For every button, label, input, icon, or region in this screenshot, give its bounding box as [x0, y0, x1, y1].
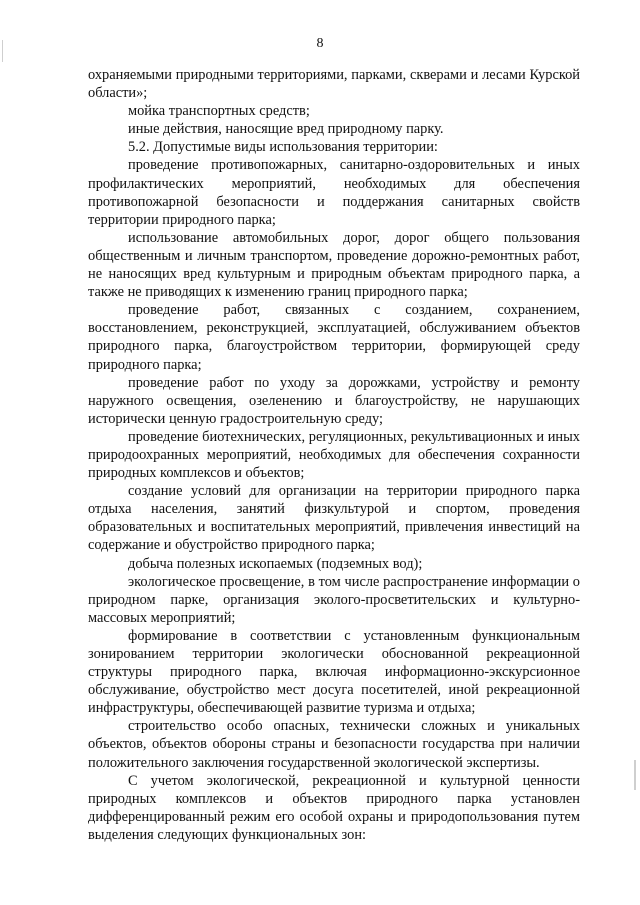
paragraph: проведение биотехнических, регуляционных, рекультивационных и иных природоохранных мероприятий, необходимых для обеспечения сохранности природных комплексов и объектов; — [88, 428, 580, 482]
paragraph: добыча полезных ископаемых (подземных вод); — [128, 555, 423, 572]
paragraph: мойка транспортных средств; — [128, 103, 310, 120]
paragraph: проведение противопожарных, санитарно-оздоровительных и иных профилактических мероприятий, необходимых для обеспечения противопожарной безопасности и поддержания санитарных свойств территории природного парка; — [88, 157, 580, 228]
section-heading: 5.2. Допустимые виды использования территории: — [128, 139, 438, 156]
scan-edge-mark-right — [634, 760, 636, 790]
paragraph: проведение работ, связанных с созданием, сохранением, восстановлением, реконструкцией, эксплуатацией, обслуживанием объектов природного парка, благоустройством территории, формирующей среду природного парка; — [88, 302, 580, 373]
paragraph: иные действия, наносящие вред природному парку. — [128, 121, 444, 138]
paragraph: строительство особо опасных, технически сложных и уникальных объектов, объектов обороны страны и безопасности государства при наличии положительного заключения государственной экологической экспертизы. — [88, 718, 580, 771]
document-body — [88, 66, 580, 844]
paragraph: проведение работ по уходу за дорожками, устройству и ремонту наружного освещения, озеленению и благоустройству, не нарушающих исторически ценную градостроительную среду; — [88, 374, 580, 427]
page-number: 8 — [316, 36, 324, 51]
paragraph: использование автомобильных дорог, дорог общего пользования общественным и личным транспортом, проведение дорожно-ремонтных работ, не наносящих вред культурным и природным объектам природного парка, а также не приводящих к изменению границ природного парка; — [88, 229, 580, 301]
paragraph: экологическое просвещение, в том числе распространение информации о природном парке, организация эколого-просветительских и культурно-массовых мероприятий; — [88, 573, 580, 626]
paragraph: охраняемыми природными территориями, парками, скверами и лесами Курской области»; — [88, 67, 580, 102]
paragraph: создание условий для организации на территории природного парка отдыха населения, занятий физкультурой и спортом, проведения образовательных и воспитательных мероприятий, привлечения инвестиций на содержание и обустройство природного парка; — [88, 483, 580, 554]
paragraph: формирование в соответствии с установленным функциональным зонированием территории экологически обоснованной рекреационной структуры природного парка, включая информационно-экскурсионное обслуживание, обустройство мест досуга посетителей, иной рекреационной инфраструктуры, обеспечивающей развитие туризма и отдыха; — [88, 627, 580, 717]
paragraph: С учетом экологической, рекреационной и культурной ценности природных комплексов и объектов природного парка установлен дифференцированный режим его особой охраны и природопользования путем выделения следующих функциональных зон: — [88, 772, 580, 843]
